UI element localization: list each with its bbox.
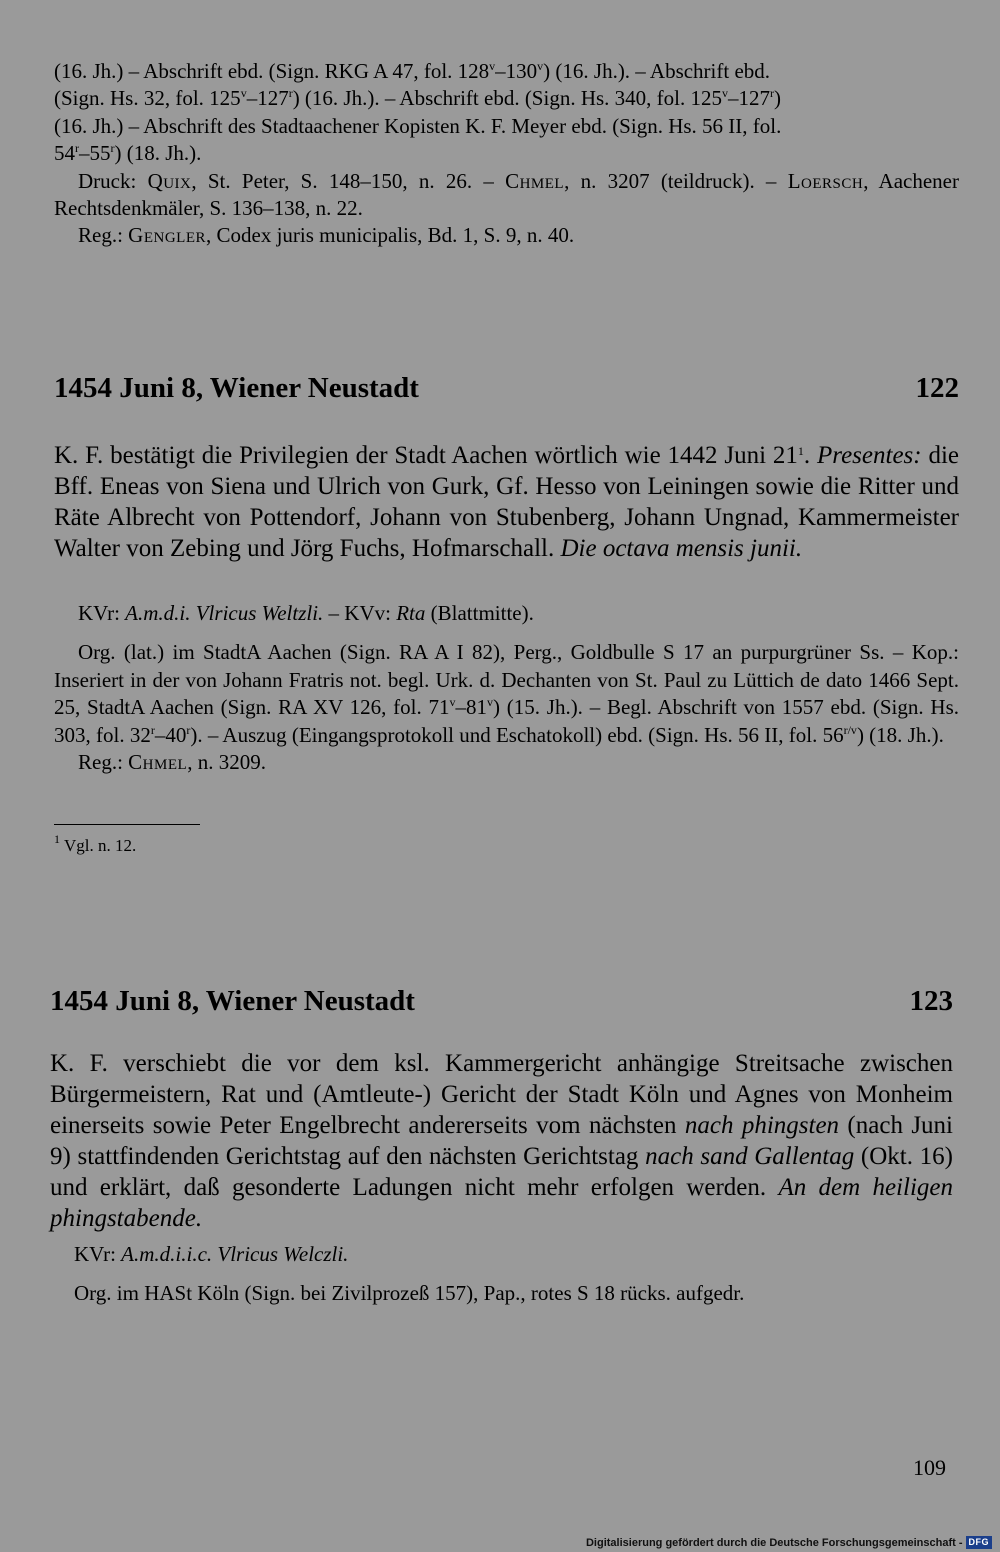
footnote-rule — [54, 824, 200, 825]
kanzleivermerk: KVr: A.m.d.i.i.c. Vlricus Welczli. — [74, 1242, 349, 1266]
footer-text: Digitalisierung gefördert durch die Deutsche Forschungsgemeinschaft - — [585, 1536, 963, 1549]
page-number: 109 — [913, 1455, 946, 1480]
entry-number: 123 — [909, 985, 953, 1017]
entry-body — [50, 1048, 953, 1234]
entry-heading — [54, 372, 959, 405]
regest-text: K. F. verschiebt die vor dem ksl. Kammergericht anhängige Streitsache zwischen Bürgermeistern, Rat und (Amtleute-) Gericht der Stadt Köln und Agnes von Monheim einerseits sowie Peter Engelbrecht andererseits vom nächsten nach phingsten (nach Juni 9) stattfindenden Gerichtstag auf den nächsten Gerichtstag nach sand Gallentag (Okt. 16) und erklärt, daß gesonderte Ladungen nicht mehr erfolgen werden. An dem heiligen phingstabende. — [50, 1050, 953, 1232]
original-note: Org. im HASt Köln (Sign. bei Zivilprozeß 157), Pap., rotes S 18 rücks. aufgedr. — [74, 1281, 745, 1306]
footnote-ref: 1 — [797, 444, 804, 458]
footer-credit — [586, 1536, 992, 1549]
archive-line: (16. Jh.) – Abschrift ebd. (Sign. RKG A 47, fol. 128$^v$–130$^v$) (16. Jh.). – Abschrift ebd. — [54, 59, 771, 83]
dfg-logo-icon: DFG — [966, 1536, 993, 1549]
entry-apparatus — [50, 1241, 953, 1308]
entry-heading — [50, 985, 953, 1018]
archive-line: (16. Jh.) – Abschrift des Stadtaachener Kopisten K. F. Meyer ebd. (Sign. Hs. 56 II, fol. — [54, 113, 782, 138]
regest-line: Reg.: Chmel, n. 3209. — [78, 750, 266, 775]
regest-line: Reg.: Gengler, Codex juris municipalis, Bd. 1, S. 9, n. 40. — [78, 223, 575, 248]
entry-apparatus — [54, 600, 959, 776]
entry-date-place: 1454 Juni 8, Wiener Neustadt — [54, 372, 419, 404]
druck-line: Druck: Quix, St. Peter, S. 148–150, n. 26. – Chmel, n. 3207 (teildruck). – Loersch, Aachener Rechtsdenkmäler, S. 136–138, n. 22. — [54, 168, 959, 221]
footnote: $^1$ Vgl. n. 12. — [54, 832, 137, 855]
original-note: Org. (lat.) im StadtA Aachen (Sign. RA A I 82), Perg., Goldbulle S 17 an purpurgrüner Ss. – Kop.: Inseriert in der von Johann Fratris not. begl. Urk. d. Dechanten von St. Paul zu Lüttich de dato 1466 Sept. 25, StadtA Aachen (Sign. RA XV 126, fol. 71$^v$–81$^v$) (15. Jh.). – Begl. Abschrift von 1557 ebd. (Sign. Hs. 303, fol. 32$^r$–40$^r$). – Auszug (Eingangsprotokoll und Eschatokoll) ebd. (Sign. Hs. 56 II, fol. $56^{r/v}$) (18. Jh.). — [54, 640, 959, 747]
entry-number: 122 — [915, 372, 959, 404]
regest-text: K. F. bestätigt die Privilegien der Stadt Aachen wörtlich wie 1442 Juni $21^1$. Presentes: die Bff. Eneas von Siena und Ulrich von Gurk, Gf. Hesso von Leiningen sowie die Ritter und Räte Albrecht von Pottendorf, Johann von Stubenberg, Johann Ungnad, Kammermeister Walter von Zebing und Jörg Fuchs, Hofmarschall. Die octava mensis junii. — [54, 442, 959, 562]
entry-date-place: 1454 Juni 8, Wiener Neustadt — [50, 985, 415, 1017]
previous-entry — [54, 58, 959, 250]
entry-body — [54, 440, 959, 564]
kanzleivermerk: KVr: A.m.d.i. Vlricus Weltzli. – KVv: Rta (Blattmitte). — [78, 601, 534, 625]
archive-line: 54$^r$–55$^r$) (18. Jh.). — [54, 141, 202, 166]
archive-line: (Sign. Hs. 32, fol. 125$^v$–127$^r$) (16. Jh.). – Abschrift ebd. (Sign. Hs. 340, fol. 125$^v$–127$^r$) — [54, 86, 781, 111]
